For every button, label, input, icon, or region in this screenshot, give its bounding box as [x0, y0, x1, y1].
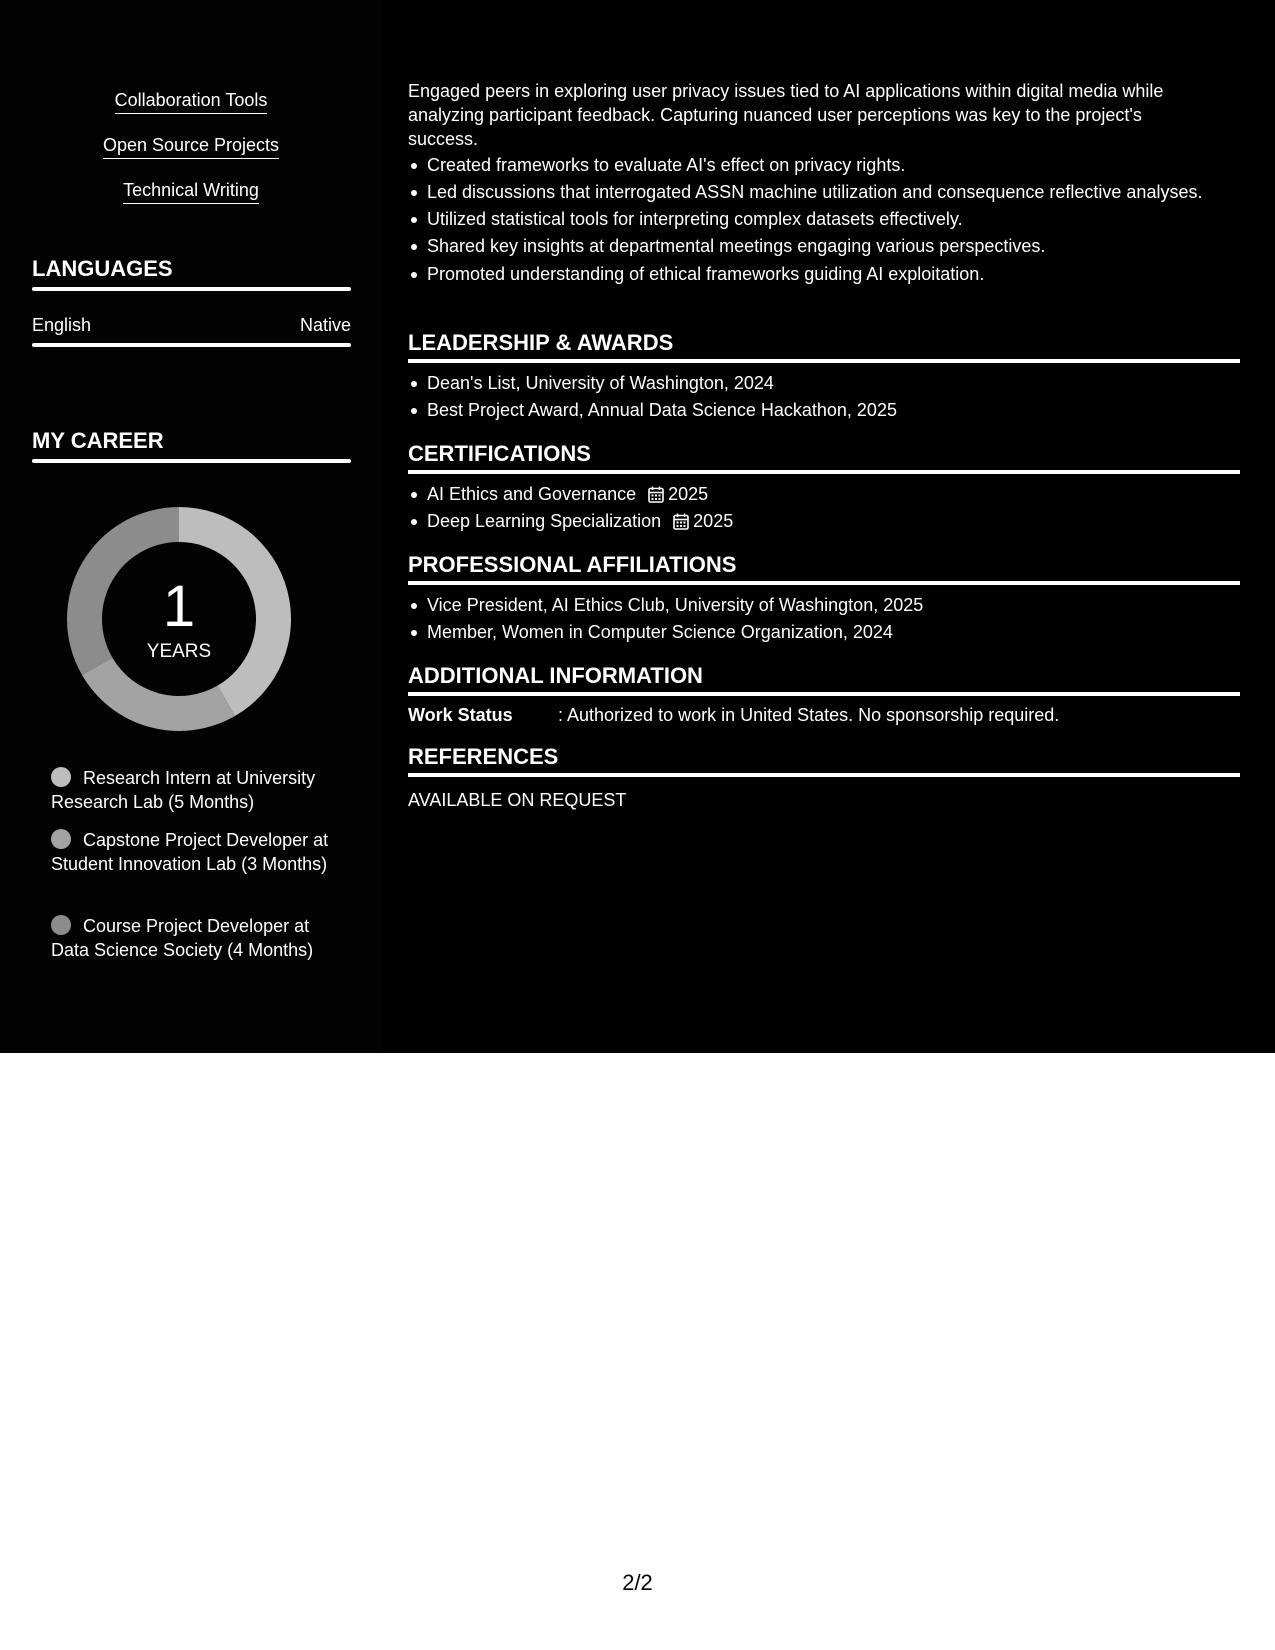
skill-link-technical-writing[interactable]: Technical Writing [0, 179, 382, 204]
leadership-heading: LEADERSHIP & AWARDS [408, 330, 674, 355]
project-description: Engaged peers in exploring user privacy issues tied to AI applications within digital media while analyzing participant feedback. Capturing nuanced user perceptions was key to the project's success. [408, 81, 1164, 149]
list-item: Vice President, AI Ethics Club, University of Washington, 2025 [427, 593, 1217, 617]
sidebar [0, 0, 382, 1053]
work-status-label: Work Status [408, 705, 513, 725]
calendar-icon [648, 486, 664, 503]
career-legend-item: Research Intern at University Research Lab (5 Months) [51, 768, 316, 812]
career-rule [32, 459, 351, 463]
references-rule [408, 773, 1240, 777]
certifications-rule [408, 470, 1240, 474]
list-item: Utilized statistical tools for interpreting complex datasets effectively. [427, 207, 1217, 231]
work-status-value: : Authorized to work in United States. No sponsorship required. [558, 705, 1060, 725]
certifications-heading: CERTIFICATIONS [408, 441, 591, 466]
legend-dot [51, 829, 71, 849]
leadership-rule [408, 359, 1240, 363]
list-item: Created frameworks to evaluate AI's effect on privacy rights. [427, 153, 1217, 177]
career-legend-item: Capstone Project Developer at Student Innovation Lab (3 Months) [51, 830, 329, 874]
certification-item [427, 509, 1217, 533]
language-name: English [32, 315, 92, 335]
list-item: Best Project Award, Annual Data Science Hackathon, 2025 [427, 398, 1217, 422]
affiliations-rule [408, 581, 1240, 585]
project-bullets [408, 153, 1217, 286]
certification-item [427, 482, 1217, 506]
certification-name: Deep Learning Specialization [427, 511, 662, 531]
page-indicator: 2/2 [622, 1570, 653, 1595]
list-item: Dean's List, University of Washington, 2024 [427, 371, 1217, 395]
languages-heading: LANGUAGES [32, 256, 173, 281]
leadership-list [408, 371, 1217, 422]
certification-year: 2025 [693, 511, 734, 531]
career-total-number: 1 [162, 574, 196, 639]
skill-link-open-source-projects[interactable]: Open Source Projects [0, 134, 382, 159]
legend-dot [51, 767, 71, 787]
career-legend-item: Course Project Developer at Data Science Society (4 Months) [51, 916, 314, 960]
references-text: AVAILABLE ON REQUEST [408, 790, 627, 810]
list-item: Promoted understanding of ethical frameworks guiding AI exploitation. [427, 262, 1217, 286]
calendar-icon [673, 513, 689, 530]
skill-link-collaboration-tools[interactable]: Collaboration Tools [0, 89, 382, 114]
affiliations-list [408, 593, 1217, 644]
references-heading: REFERENCES [408, 744, 559, 769]
list-item: Led discussions that interrogated ASSN machine utilization and consequence reflective analyses. [427, 180, 1217, 204]
certification-year: 2025 [668, 484, 709, 504]
donut-segment-2 [82, 658, 235, 732]
career-donut [66, 506, 292, 732]
language-level: Native [299, 315, 351, 335]
list-item: Member, Women in Computer Science Organization, 2024 [427, 620, 1217, 644]
languages-rule [32, 287, 351, 291]
language-level-bar [32, 343, 351, 347]
legend-dot [51, 915, 71, 935]
career-total-unit: YEARS [146, 641, 212, 662]
certifications-list [408, 482, 1217, 533]
affiliations-heading: PROFESSIONAL AFFILIATIONS [408, 552, 737, 577]
career-heading: MY CAREER [32, 428, 164, 453]
list-item: Shared key insights at departmental meetings engaging various perspectives. [427, 234, 1217, 258]
additional-info-heading: ADDITIONAL INFORMATION [408, 663, 703, 688]
certification-name: AI Ethics and Governance [427, 484, 637, 504]
language-row [32, 314, 351, 336]
additional-info-rule [408, 692, 1240, 696]
